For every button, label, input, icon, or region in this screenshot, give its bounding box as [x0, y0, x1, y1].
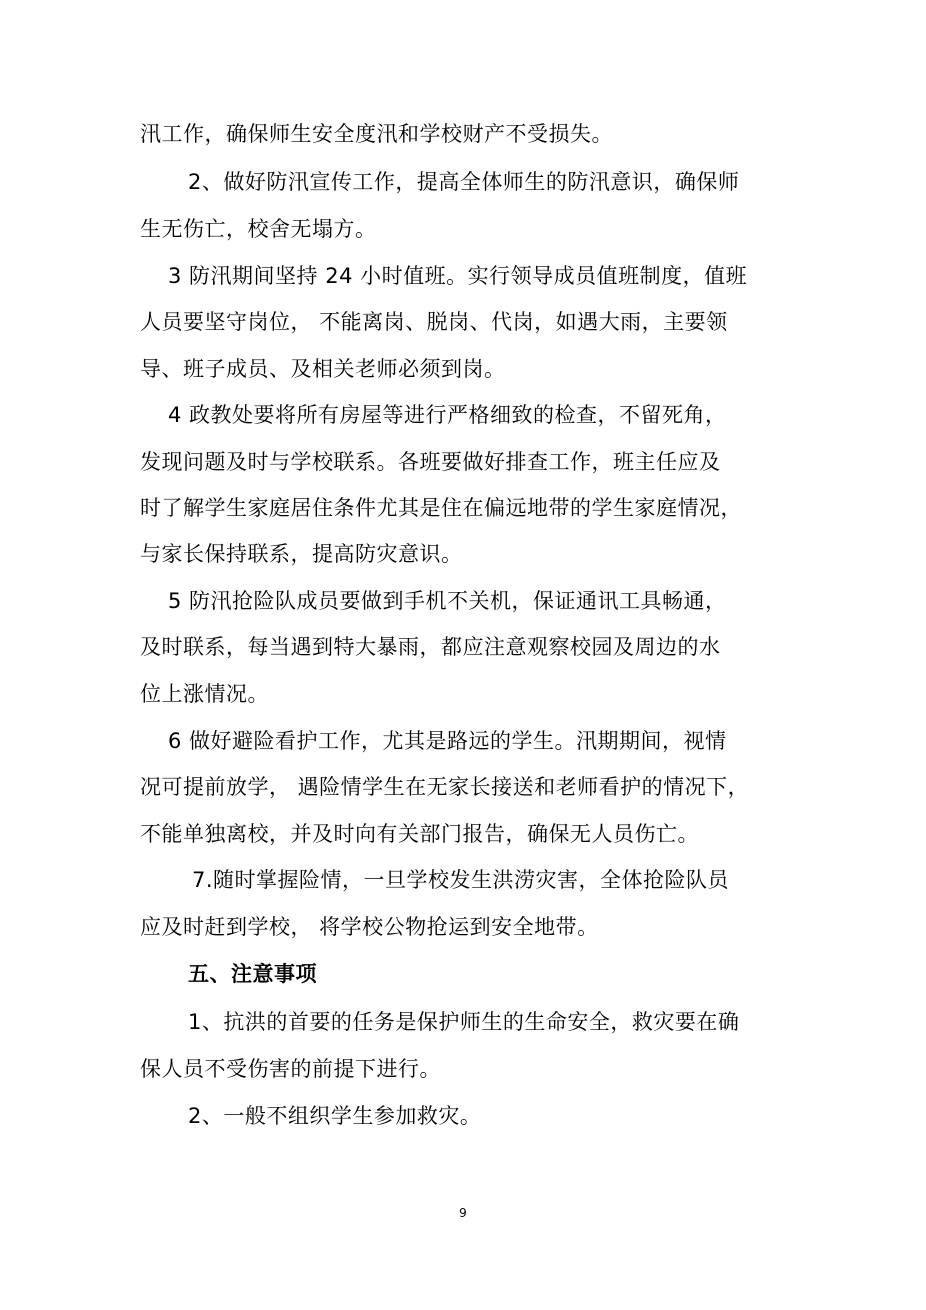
paragraph-line: 人员要坚守岗位， 不能离岗、脱岗、代岗，如遇大雨，主要领	[140, 310, 728, 334]
paragraph-line: 生无伤亡，校舍无塌方。	[140, 217, 377, 241]
paragraph-line: 位上涨情况。	[140, 682, 269, 706]
paragraph-line: 保人员不受伤害的前提下进行。	[140, 1057, 441, 1081]
paragraph-line: 6 做好避险看护工作，尤其是路远的学生。汛期期间，视情	[168, 729, 727, 753]
paragraph-line: 汛工作，确保师生安全度汛和学校财产不受损失。	[140, 122, 613, 146]
paragraph-line: 1、抗洪的首要的任务是保护师生的生命安全，救灾要在确	[188, 1010, 740, 1034]
paragraph-line: 7.随时掌握险情，一旦学校发生洪涝灾害，全体抢险队员	[192, 868, 730, 892]
page-number: 9	[459, 1206, 467, 1220]
paragraph-line: 应及时赶到学校， 将学校公物抢运到安全地带。	[140, 915, 599, 939]
paragraph-line: 2、做好防汛宣传工作，提高全体师生的防汛意识，确保师	[188, 170, 740, 194]
paragraph-line: 况可提前放学， 遇险情学生在无家长接送和老师看护的情况下，	[140, 775, 750, 799]
paragraph-line: 5 防汛抢险队成员要做到手机不关机，保证通讯工具畅通，	[168, 589, 727, 613]
paragraph-line: 4 政教处要将所有房屋等进行严格细致的检查，不留死角，	[168, 403, 727, 427]
paragraph-line: 3 防汛期间坚持 24 小时值班。实行领导成员值班制度，值班	[168, 264, 748, 288]
paragraph-line: 2、一般不组织学生参加救灾。	[188, 1104, 482, 1128]
paragraph-line: 导、班子成员、及相关老师必须到岗。	[140, 357, 506, 381]
paragraph-line: 与家长保持联系，提高防灾意识。	[140, 542, 463, 566]
paragraph-line: 发现问题及时与学校联系。各班要做好排查工作，班主任应及	[140, 450, 721, 474]
paragraph-line: 时了解学生家庭居住条件尤其是住在偏远地带的学生家庭情况，	[140, 496, 742, 520]
paragraph-line: 不能单独离校，并及时向有关部门报告，确保无人员伤亡。	[140, 822, 699, 846]
section-heading: 五、注意事项	[188, 962, 317, 986]
paragraph-line: 及时联系，每当遇到特大暴雨，都应注意观察校园及周边的水	[140, 635, 721, 659]
